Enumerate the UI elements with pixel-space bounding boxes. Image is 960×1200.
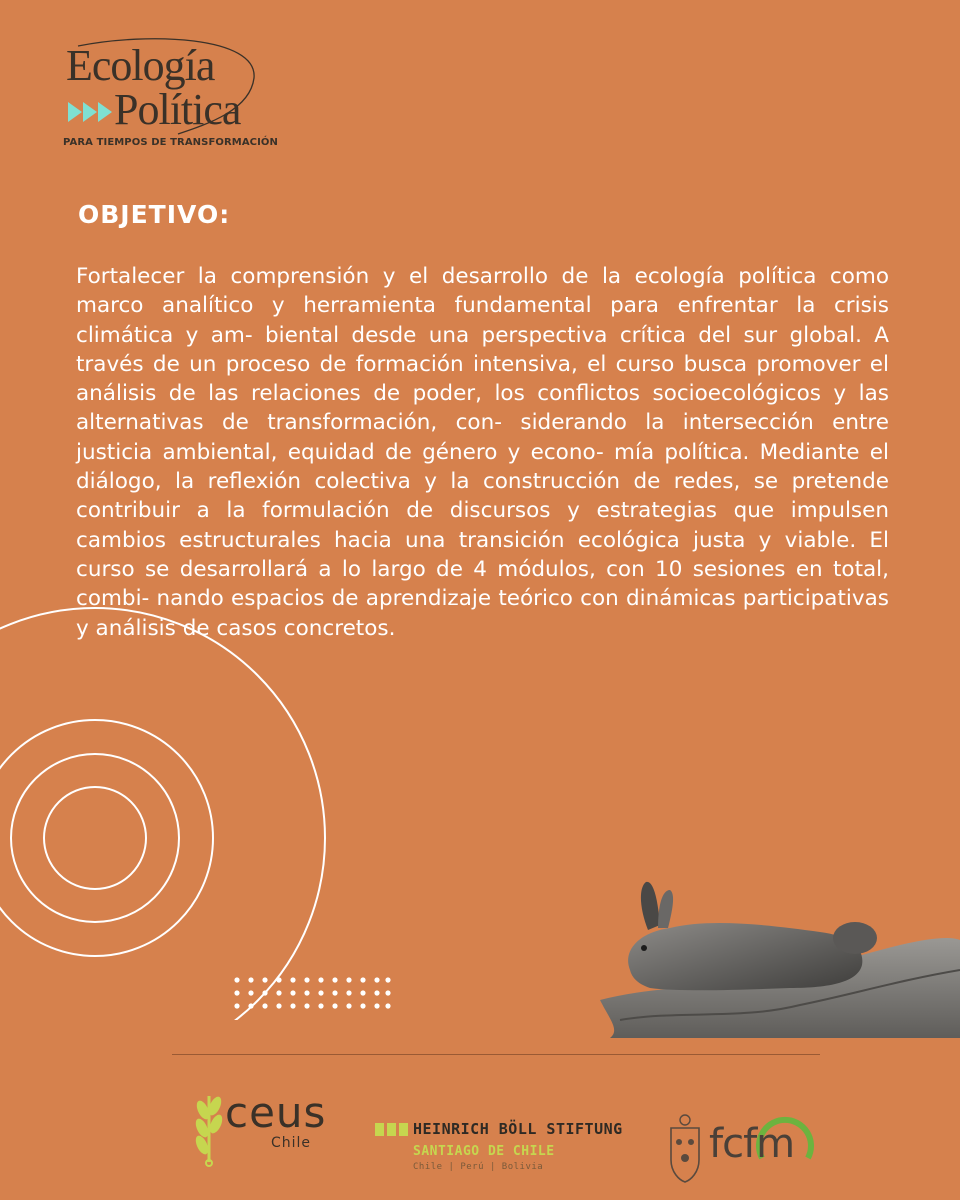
fcfm-name: fcfm [709,1121,795,1167]
ceus-chile-logo [193,1088,328,1168]
ceus-country: Chile [271,1135,312,1151]
boll-countries: Chile | Perú | Bolivia [413,1162,544,1172]
objective-paragraph: Fortalecer la comprensión y el desarrollo de la ecología política como marco analítico y herramienta fundamental para enfrentar la crisis climática y am- biental desde una perspectiva crítica del sur global. A través de un proceso de formación intensiva, el curso busca promover el análisis de las relaciones de poder, los conflictos socioecológicos y las alternativas de transformación, con- siderando la intersección entre justicia ambiental, equidad de género y econo- mía política. Mediante el diálogo, la reflexión colectiva y la construcción de redes, se pretende contribuir a la formulación de discursos y estrategias que impulsen cambios estructurales hacia una transición ecológica justa y viable. El curso se desarrollará a lo largo de 4 módulos, con 10 sesiones en total, combi- nando espacios de aprendizaje teórico con dinámicas participativas y análisis de casos concretos. [76,264,889,641]
university-crest-icon [665,1110,705,1190]
section-heading: OBJETIVO: [78,200,231,229]
logo-title-line2: Política [114,85,241,134]
ecologia-politica-logo [58,38,279,156]
logo-title-line1: Ecología [66,41,215,90]
viscacha-on-rock-image [600,870,960,1045]
heinrich-boll-logo [375,1120,635,1180]
boll-office-city: SANTIAGO DE CHILE [413,1144,555,1159]
wheat-leaf-icon [193,1088,229,1168]
boll-foundation-name: HEINRICH BÖLL STIFTUNG [413,1120,623,1138]
fcfm-logo [665,1110,825,1190]
fast-forward-arrows-icon [68,100,116,124]
footer-divider [172,1054,820,1055]
logo-tagline: PARA TIEMPOS DE TRANSFORMACIÓN [63,137,279,148]
ceus-name: ceus [225,1088,327,1137]
dot-grid-decoration [234,977,390,1008]
boll-squares-icon [375,1123,409,1137]
